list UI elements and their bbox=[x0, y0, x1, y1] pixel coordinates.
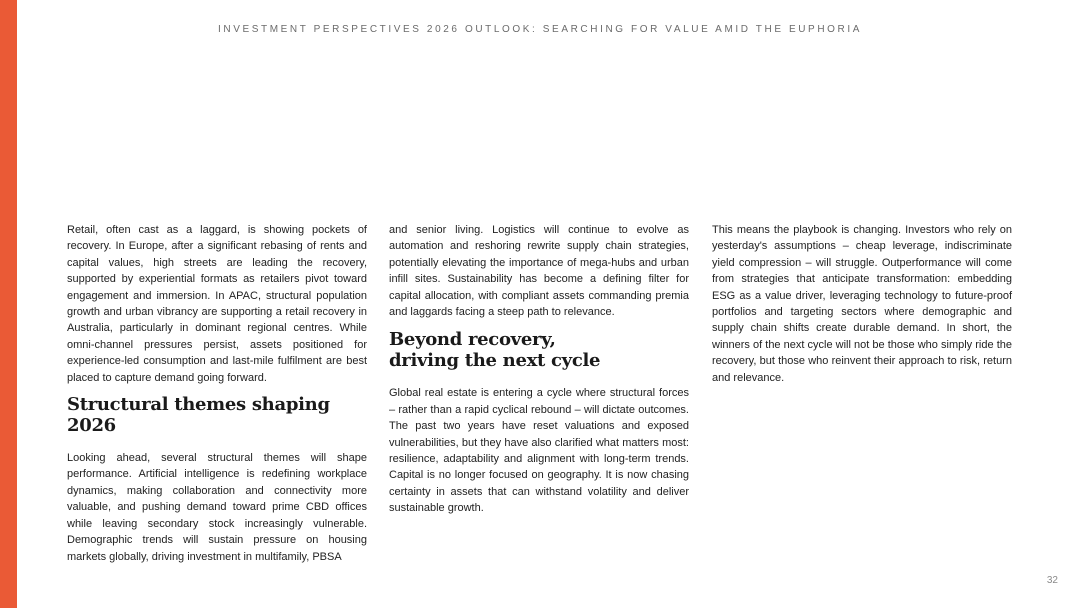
paragraph-logistics-sustainability: and senior living. Logistics will continue to evolve as automation and reshoring rewrite supply chain strategies, potentially elevating the importance of mega-hubs and urban infill sites. Sustainability has become a defining filter for capital allocation, with compliant assets commanding premia and laggards facing a steep path to relevance. bbox=[389, 224, 689, 319]
running-header: INVESTMENT PERSPECTIVES 2026 OUTLOOK: SEARCHING FOR VALUE AMID THE EUPHORIA bbox=[218, 24, 862, 35]
paragraph-playbook-changing: This means the playbook is changing. Investors who rely on yesterday's assumptions – cheap leverage, indiscriminate yield compression – will struggle. Outperformance will come from strategies that anticipate transformation: embedding ESG as a value driver, leveraging technology to future-proof portfolios and targeting sectors where demographic and supply chain shifts create durable demand. In short, the winners of the next cycle will not be those who simply ride the recovery, but those who reinvent their approach to risk, return and relevance. bbox=[712, 224, 1012, 384]
paragraph-global-real-estate: Global real estate is entering a cycle where structural forces – rather than a rapid cyclical rebound – will dictate outcomes. The past two years have reset valuations and exposed vulnerabilities, but they have also clarified what matters most: resilience, adaptability and alignment with long-term trends. Capital is no longer focused on geography. It is now chasing certainty in assets that can withstand volatility and deliver sustainable growth. bbox=[389, 387, 689, 515]
text-column-2 bbox=[389, 222, 689, 517]
accent-bar bbox=[0, 0, 17, 608]
section-heading-beyond-recovery: Beyond recovery, driving the next cycle bbox=[389, 329, 601, 372]
section-heading-structural-themes: Structural themes shaping 2026 bbox=[67, 394, 330, 437]
text-column-1 bbox=[67, 222, 367, 565]
page-number: 32 bbox=[1046, 575, 1058, 586]
text-column-3 bbox=[712, 222, 1012, 386]
paragraph-structural-themes: Looking ahead, several structural themes will shape performance. Artificial intelligence is redefining workplace dynamics, making collaboration and connectivity more valuable, and pushing demand toward prime CBD offices while leaving secondary stock increasingly vulnerable. Demographic trends will sustain pressure on housing markets globally, driving investment in multifamily, PBSA bbox=[67, 452, 367, 563]
paragraph-retail-recovery: Retail, often cast as a laggard, is showing pockets of recovery. In Europe, after a significant rebasing of rents and capital values, high streets are leading the recovery, supported by experiential formats as retailers pivot toward engagement and immersion. In APAC, structural population growth and urban vibrancy are supporting a retail recovery in Australia, particularly in dominant regional centres. While omni-channel pressures persist, assets positioned for experience-led consumption and last-mile fulfilment are best placed to capture demand going forward. bbox=[67, 224, 367, 384]
